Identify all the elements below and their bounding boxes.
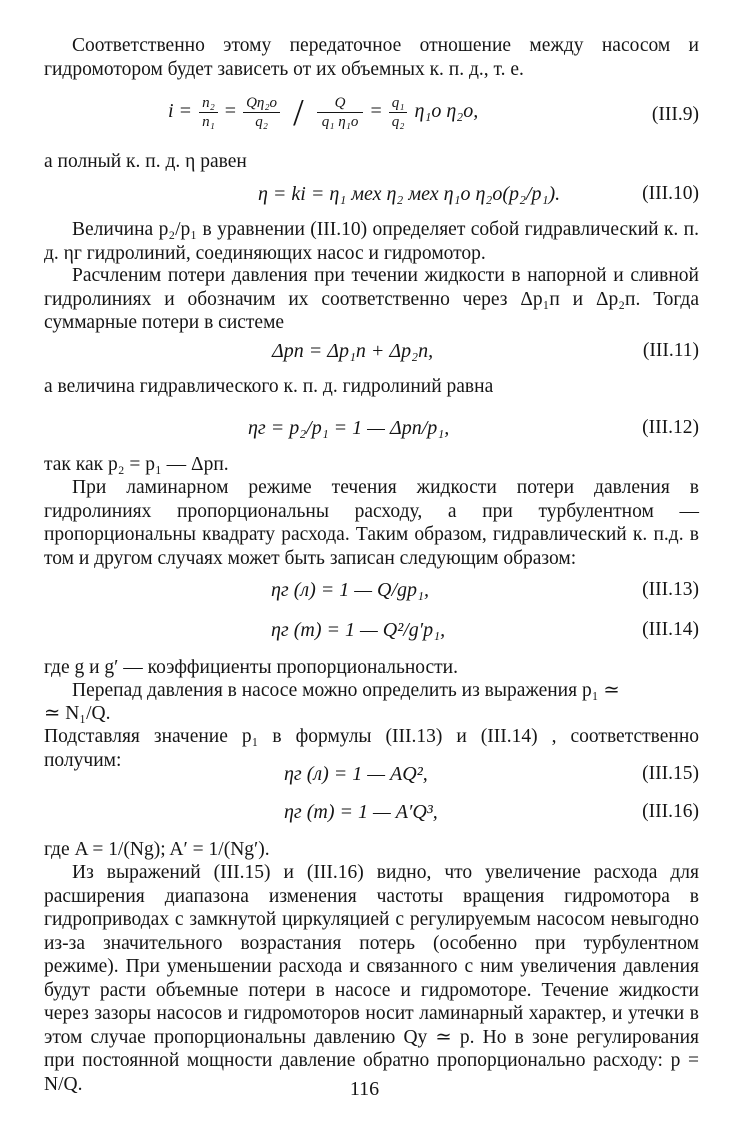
equation-label-iii-10: (III.10) bbox=[642, 183, 699, 204]
equation-iii-11: Δpп = Δp₁п + Δp₂п, bbox=[272, 340, 434, 362]
paragraph-total-efficiency: а полный к. п. д. η равен bbox=[44, 151, 247, 172]
paragraph-conclusion: Из выражений (III.15) и (III.16) видно, что увеличение расхода для расширения диапазона изменения частоты вращения гидромотора в гидроприводах с замкнутой циркуляцией с регулируемым насосом невыгодно из-за значительного возрастания потерь (особенно при турбулентном режиме). При уменьшении расхода и связанного с ним увеличения давления будут расти объемные потери в насосе и гидромоторе. Течение жидкости через зазоры насосов и гидромоторов носит ламинарный характер, и утечки в этом случае пропорциональны давлению Qy ≃ p. Но в зоне регулирования при постоянной мощности давление обратно пропорционально расходу: p = N/Q. bbox=[44, 862, 699, 1095]
eq9-f2-denominator: q₂ bbox=[255, 114, 268, 130]
eq9-fraction-q bbox=[389, 94, 408, 131]
eq9-f1-numerator: n₂ bbox=[199, 94, 218, 113]
paragraph-hydraulic-efficiency: Величина p₂/p₁ в уравнении (III.10) определяет собой гидравлический к. п. д. ηг гидролиний, соединяющих насос и гидромотор. bbox=[44, 219, 699, 264]
equation-label-iii-15: (III.15) bbox=[642, 763, 699, 784]
equation-label-iii-14: (III.14) bbox=[642, 619, 699, 640]
eq9-f4-denominator: q₂ bbox=[391, 114, 405, 130]
eq9-fraction-displacement bbox=[317, 94, 364, 131]
equation-iii-16: ηг (т) = 1 — A′Q³, bbox=[284, 801, 438, 823]
eq9-division-slash: / bbox=[293, 91, 304, 134]
equation-iii-14: ηг (т) = 1 — Q²/g′p₁, bbox=[271, 619, 446, 641]
paragraph-since: так как p₂ = p₁ — Δpп. bbox=[44, 454, 229, 475]
eq9-f4-numerator: q₁ bbox=[389, 94, 408, 113]
equation-label-iii-13: (III.13) bbox=[642, 579, 699, 600]
eq9-f2-numerator: Qη₂о bbox=[243, 94, 280, 113]
equation-iii-12: ηг = p₂/p₁ = 1 — Δpп/p₁, bbox=[248, 417, 450, 439]
equation-iii-9 bbox=[168, 91, 479, 134]
eq9-f3-numerator: Q bbox=[317, 94, 364, 113]
paragraph-pump-pressure: Перепад давления в насосе можно определить из выражения p₁ ≃ bbox=[72, 680, 620, 701]
paragraph-line-efficiency: а величина гидравлического к. п. д. гидролиний равна bbox=[44, 376, 494, 397]
paragraph-where-a: где A = 1/(Ng); A′ = 1/(Ng′). bbox=[44, 839, 270, 860]
equation-iii-10: η = ki = η₁ мех η₂ мех η₁о η₂о(p₂/p₁). bbox=[258, 183, 561, 205]
eq9-f3-denominator: q₁ η₁о bbox=[321, 114, 359, 130]
equation-iii-15: ηг (л) = 1 — AQ², bbox=[284, 763, 428, 785]
paragraph-substituting: Подставляя значение p₁ в формулы (III.13) и (III.14) , соответственно получим: bbox=[44, 726, 699, 771]
eq9-tail: η₁о η₂о, bbox=[414, 100, 479, 123]
paragraph-coefficients: где g и g′ — коэффициенты пропорциональности. bbox=[44, 657, 458, 678]
eq9-f1-denominator: n₁ bbox=[202, 114, 215, 130]
equation-label-iii-16: (III.16) bbox=[642, 801, 699, 822]
equation-label-iii-9: (III.9) bbox=[651, 104, 699, 125]
paragraph-ratio-intro: Соответственно этому передаточное отношение между насосом и гидромотором будет зависеть от их объемных к. п. д., т. е. bbox=[44, 35, 699, 80]
equation-label-iii-12: (III.12) bbox=[642, 417, 699, 438]
paragraph-laminar-turbulent: При ламинарном режиме течения жидкости потери давления в гидролиниях пропорциональны расходу, а при турбулентном — пропорциональны квадрату расхода. Таким образом, гидравлический к. п.д. в том и другом случаях может быть записан следующим образом: bbox=[44, 477, 699, 569]
eq9-fraction-flow bbox=[243, 94, 280, 131]
equation-iii-13: ηг (л) = 1 — Q/gp₁, bbox=[271, 579, 429, 601]
page-number: 116 bbox=[349, 1078, 380, 1100]
eq9-fraction-speed bbox=[199, 94, 218, 131]
eq9-lhs: i = bbox=[168, 100, 193, 123]
paragraph-pump-pressure-cont: ≃ N₁/Q. bbox=[44, 703, 111, 724]
eq9-equals-1: = bbox=[224, 100, 237, 123]
eq9-equals-2: = bbox=[370, 100, 382, 123]
equation-label-iii-11: (III.11) bbox=[642, 340, 699, 361]
paragraph-pressure-losses: Расчленим потери давления при течении жидкости в напорной и сливной гидролиниях и обозначим их соответственно через Δp₁п и Δp₂п. Тогда суммарные потери в системе bbox=[44, 265, 699, 333]
